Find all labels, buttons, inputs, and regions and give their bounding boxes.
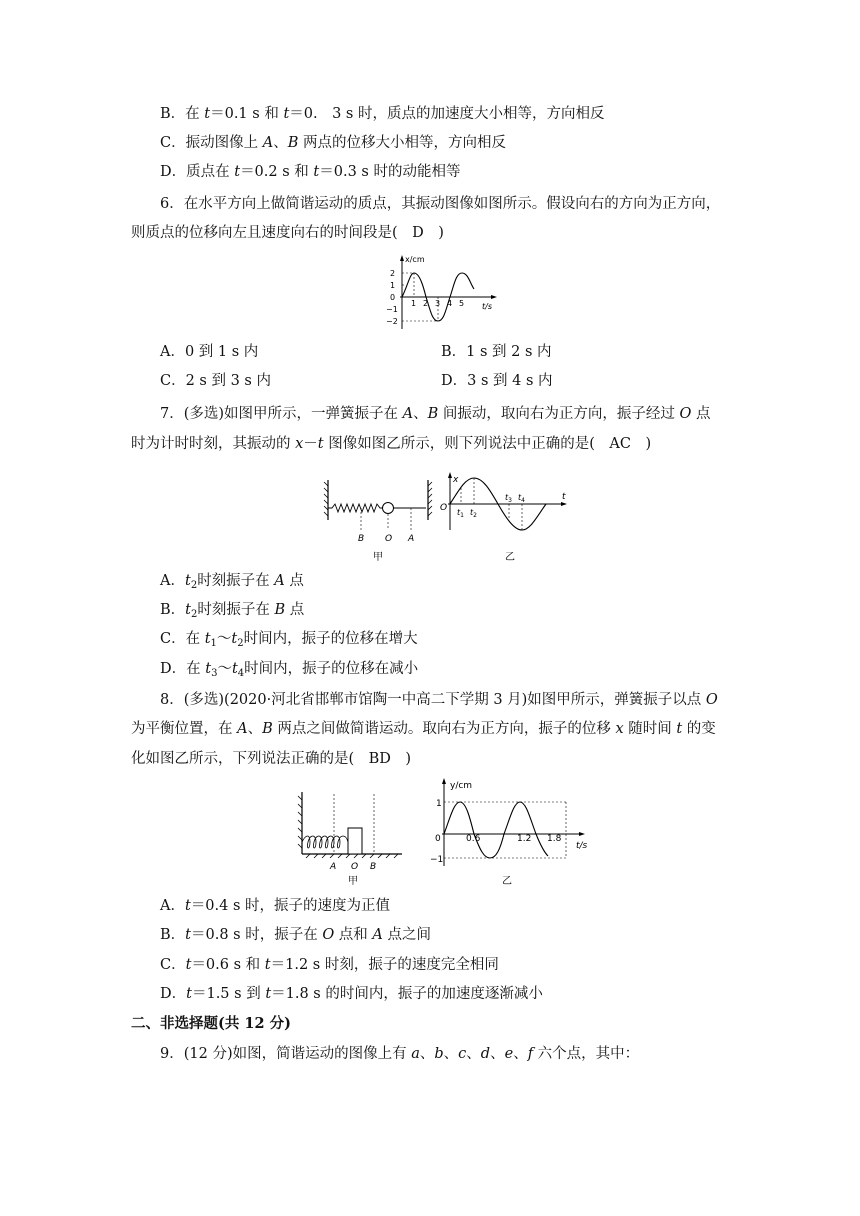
q6-x-tick: 4 [447,299,453,308]
q7-label-t2: $t_2$ [470,508,477,519]
q8-x-tick: 0.6 [466,834,481,844]
q7-graph-origin: O [440,503,448,513]
q5-option-d: D．质点在 t＝0.2 s 和 t＝0.3 s 时的动能相等 [160,164,461,180]
q6-option-d: D．3 s 到 4 s 内 [441,373,553,389]
q7-caption-yi: 乙 [505,552,515,563]
q8-stem-line1: 8．(多选)(2020·河北省邯郸市馆陶一中高二下学期 3 月)如图甲所示，弹簧振子以点 O [160,692,718,708]
q7-option-d: D．在 $t_3\sim t_4$时间内，振子的位移在减小 [160,661,419,679]
q7-label-t1: $t_1$ [457,508,464,519]
q8-option-d: D．t＝1.5 s 到 t＝1.8 s 的时间内，振子的加速度逐渐减小 [160,986,543,1002]
q8-graph-x-label: t/s [576,841,588,851]
q8-y-tick: 0 [435,834,441,844]
q6-option-c: C．2 s 到 3 s 内 [160,373,271,389]
q8-graph-y-label: y/cm [450,781,473,791]
q6-vibration-graph [384,253,504,333]
q6-y-tick: 2 [390,269,396,278]
q8-label-a: A [330,862,337,872]
q6-option-a: A．0 到 1 s 内 [160,344,259,360]
q8-label-b: B [370,862,377,872]
section-heading: 二、非选择题(共 12 分) [131,1015,291,1032]
q6-y-label: x/cm [405,255,425,264]
q5-option-b: B．在 t＝0.1 s 和 t＝0. 3 s 时，质点的加速度大小相等，方向相反 [160,106,605,122]
q6-x-tick: 5 [459,299,465,308]
q7-option-a: A．$t_2$时刻振子在 A 点 [160,573,304,591]
q7-stem-line1: 7．(多选)如图甲所示，一弹簧振子在 A、B 间振动，取向右为正方向，振子经过 O 点 [160,406,711,422]
q7-figure [320,472,570,568]
q7-label-o: O [385,534,393,544]
q7-right-wall-hatch [428,482,432,516]
q6-x-tick: 1 [411,299,417,308]
q8-stem-line2: 为平衡位置，在 A、B 两点之间做简谐运动。取向右为正方向，振子的位移 x 随时间 t 的变 [131,721,716,737]
q8-spring [302,836,348,848]
q6-x-tick: 2 [423,299,429,308]
q8-option-b: B．t＝0.8 s 时，振子在 O 点和 A 点之间 [160,927,432,943]
q6-stem-line2: 则质点的位移向左且速度向右的时间段是( D ) [131,225,444,241]
q8-y-tick: −1 [430,855,444,865]
q7-oscillator-ball [383,503,394,514]
q7-label-t4: $t_4$ [518,493,525,504]
q6-y-tick: −2 [386,317,398,326]
q8-graph-y-arrow [442,778,446,784]
q8-figure [296,778,596,888]
q7-option-c: C．在 $t_1\sim t_2$时间内，振子的位移在增大 [160,631,418,649]
q7-spring [328,504,383,512]
q6-y-tick: −1 [386,305,398,314]
q6-x-tick: 3 [435,299,441,308]
q7-option-b: B．$t_2$时刻振子在 B 点 [160,602,305,620]
q8-x-tick: 1.2 [517,834,532,844]
q8-wall-hatch [298,796,302,848]
q7-caption-jia: 甲 [373,552,383,563]
q8-option-a: A．t＝0.4 s 时，振子的速度为正值 [160,898,391,914]
q8-graph-x-arrow [579,832,585,836]
q6-x-label: t/s [482,302,492,311]
q7-graph-y-label: x [453,475,459,485]
q7-label-t3: $t_3$ [505,493,512,504]
q8-y-tick: 1 [436,799,442,809]
q7-left-wall-hatch [324,482,328,516]
q8-stem-line3: 化如图乙所示，下列说法正确的是( BD ) [131,751,412,767]
q9-stem: 9．(12 分)如图，简谐运动的图像上有 a、b、c、d、e、f 六个点，其中： [160,1046,640,1062]
q7-graph-x-arrow [561,502,567,506]
q6-x-arrow [491,295,497,299]
q7-stem-line2: 时为计时时刻，其振动的 x－t 图像如图乙所示，则下列说法中正确的是( AC ) [131,436,652,452]
q7-label-a: A [408,534,415,544]
q7-graph-y-arrow [448,472,452,478]
q8-caption-yi: 乙 [502,876,512,887]
q7-graph-x-label: t [562,492,566,502]
q6-option-b: B．1 s 到 2 s 内 [441,344,552,360]
q6-y-arrow [400,255,404,261]
q5-option-c: C．振动图像上 A、B 两点的位移大小相等，方向相反 [160,135,506,151]
q8-caption-jia: 甲 [348,876,358,887]
q8-x-tick: 1.8 [547,834,562,844]
q8-block [348,828,362,854]
q8-option-c: C．t＝0.6 s 和 t＝1.2 s 时刻，振子的速度完全相同 [160,957,499,973]
q6-stem-line1: 6．在水平方向上做简谐运动的质点，其振动图像如图所示。假设向右的方向为正方向， [160,196,721,212]
q7-label-b: B [358,534,365,544]
q6-y-tick: 0 [390,293,396,302]
q8-label-o: O [351,862,359,872]
q8-graph-curve [444,802,548,858]
q6-y-tick: 1 [390,281,396,290]
